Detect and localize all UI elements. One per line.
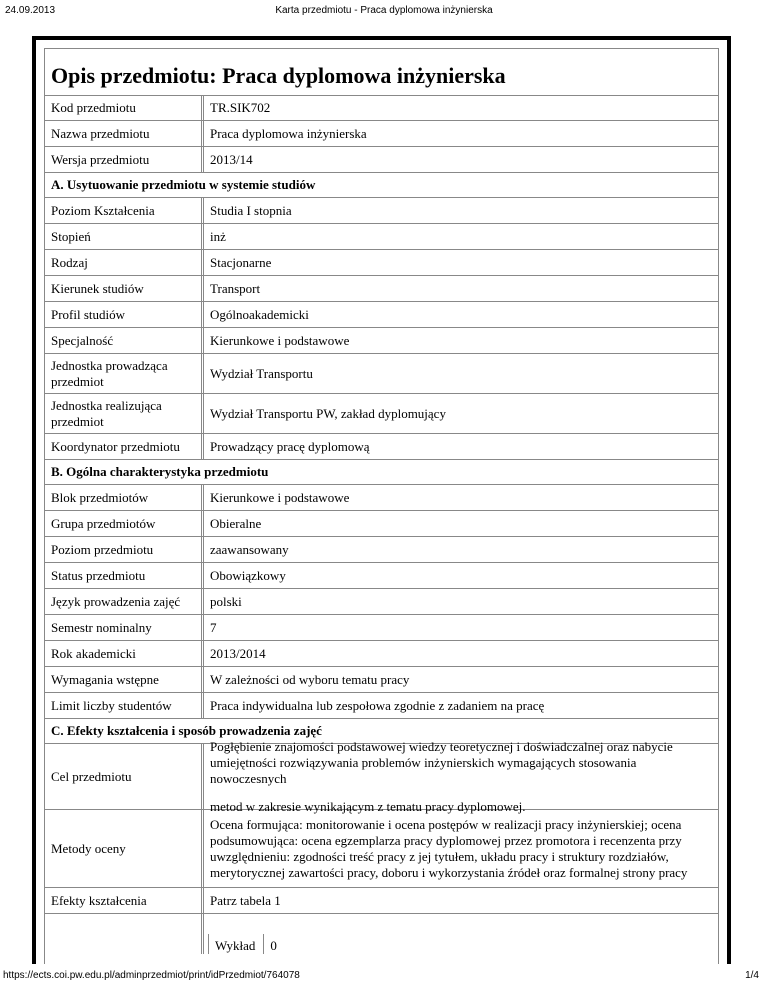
- print-url: https://ects.coi.pw.edu.pl/adminprzedmiot/print/idPrzedmiot/764078: [3, 970, 300, 981]
- row-specjalnosc: [45, 328, 718, 354]
- page-number: 1/4: [745, 970, 759, 981]
- page-title: Opis przedmiotu: Praca dyplomowa inżynierska: [51, 63, 506, 88]
- row-value: zaawansowany: [203, 537, 718, 562]
- print-header: [0, 0, 768, 22]
- row-cel: [45, 738, 718, 814]
- row-value: Patrz tabela 1: [203, 888, 718, 913]
- row-koordynator: [45, 434, 718, 460]
- row-label: Język prowadzenia zajęć: [45, 589, 202, 614]
- row-jednostka-realizujaca: [45, 394, 718, 434]
- row-label: Poziom Kształcenia: [45, 198, 202, 223]
- wyklad-label: Wykład: [208, 934, 263, 954]
- row-label: Blok przedmiotów: [45, 485, 202, 510]
- row-value: Wydział Transportu: [203, 354, 718, 393]
- cel-text-2: metod w zakresie wynikającym z tematu pracy dyplomowej.: [210, 798, 526, 814]
- row-label: Kod przedmiotu: [45, 96, 202, 120]
- row-profil: [45, 302, 718, 328]
- row-value: W zależności od wyboru tematu pracy: [203, 667, 718, 692]
- row-wersja: [45, 147, 718, 173]
- row-wymagania: [45, 667, 718, 693]
- row-label: Semestr nominalny: [45, 615, 202, 640]
- print-footer: [0, 966, 768, 986]
- cel-text-1: Pogłębienie znajomości podstawowej wiedzy teoretycznej i doświadczalnej oraz nabycie umiejętności rozwiązywania problemów inżynierskich wymagających stosowania nowoczesnych: [210, 738, 673, 786]
- section-c-title: C. Efekty kształcenia i sposób prowadzenia zajęć: [45, 719, 718, 744]
- row-value: Prowadzący pracę dyplomową: [203, 434, 718, 459]
- row-poziom-przedmiotu: [45, 537, 718, 563]
- row-value: Studia I stopnia: [203, 198, 718, 223]
- row-value: polski: [203, 589, 718, 614]
- row-label: Koordynator przedmiotu: [45, 434, 202, 459]
- row-value: 7: [203, 615, 718, 640]
- row-value: Ocena formująca: monitorowanie i ocena postępów w realizacji pracy inżynierskiej; ocena podsumowująca: ocena egzemplarza pracy dyplomowej przez promotora i recenzenta przy uwzględnieniu: zgodności treść pracy z jej tytułem, układu pracy i struktury rozdziałów, merytorycznej zawartości pracy, doboru i wykorzystania źródeł oraz formalnej strony pracy: [203, 810, 718, 887]
- row-value: 2013/14: [203, 147, 718, 172]
- row-value: Stacjonarne: [203, 250, 718, 275]
- wyklad-row: [208, 914, 285, 954]
- row-value: inż: [203, 224, 718, 249]
- row-poziom-ksztalcenia: [45, 198, 718, 224]
- row-label: Efekty kształcenia: [45, 888, 202, 913]
- row-value: Praca dyplomowa inżynierska: [203, 121, 718, 146]
- row-label: Wymagania wstępne: [45, 667, 202, 692]
- row-label: Stopień: [45, 224, 202, 249]
- section-b-title: B. Ogólna charakterystyka przedmiotu: [45, 460, 718, 485]
- row-value: Kierunkowe i podstawowe: [203, 485, 718, 510]
- row-nazwa: [45, 121, 718, 147]
- row-kod: [45, 95, 718, 121]
- print-title: Karta przedmiotu - Praca dyplomowa inżynierska: [275, 5, 493, 16]
- row-label-empty: [45, 914, 202, 954]
- row-value: [203, 914, 718, 954]
- section-a-title: A. Usytuowanie przedmiotu w systemie studiów: [45, 173, 718, 198]
- row-label: Limit liczby studentów: [45, 693, 202, 718]
- row-value: Obieralne: [203, 511, 718, 536]
- row-value: Transport: [203, 276, 718, 301]
- row-jezyk: [45, 589, 718, 615]
- wyklad-value: 0: [263, 934, 285, 954]
- row-kierunek: [45, 276, 718, 302]
- row-rodzaj: [45, 250, 718, 276]
- row-value: [203, 738, 718, 814]
- print-date: 24.09.2013: [5, 5, 56, 16]
- row-value: Praca indywidualna lub zespołowa zgodnie z zadaniem na pracę: [203, 693, 718, 718]
- row-label: Wersja przedmiotu: [45, 147, 202, 172]
- row-label: Specjalność: [45, 328, 202, 353]
- row-limit: [45, 693, 718, 719]
- row-label: Metody oceny: [45, 810, 202, 887]
- row-rok: [45, 641, 718, 667]
- row-label: Status przedmiotu: [45, 563, 202, 588]
- row-value: Kierunkowe i podstawowe: [203, 328, 718, 353]
- row-label: Kierunek studiów: [45, 276, 202, 301]
- document-frame: [32, 36, 731, 964]
- row-jednostka-prowadzaca: [45, 354, 718, 394]
- row-value: Obowiązkowy: [203, 563, 718, 588]
- row-formy-zajec: [45, 914, 718, 954]
- row-metody: [45, 810, 718, 888]
- row-label: Grupa przedmiotów: [45, 511, 202, 536]
- row-blok: [45, 485, 718, 511]
- row-efekty: [45, 888, 718, 914]
- row-label: Poziom przedmiotu: [45, 537, 202, 562]
- row-label: Rodzaj: [45, 250, 202, 275]
- row-value: Wydział Transportu PW, zakład dyplomujący: [203, 394, 718, 433]
- row-value: TR.SIK702: [203, 96, 718, 120]
- row-value: Ogólnoakademicki: [203, 302, 718, 327]
- row-stopien: [45, 224, 718, 250]
- row-label: Cel przedmiotu: [45, 744, 202, 809]
- row-grupa: [45, 511, 718, 537]
- row-label: Profil studiów: [45, 302, 202, 327]
- row-label: Rok akademicki: [45, 641, 202, 666]
- row-label: Nazwa przedmiotu: [45, 121, 202, 146]
- row-label: Jednostka realizująca przedmiot: [45, 394, 202, 433]
- row-value: 2013/2014: [203, 641, 718, 666]
- row-label: Jednostka prowadząca przedmiot: [45, 354, 202, 393]
- document-body: [44, 48, 719, 964]
- row-status: [45, 563, 718, 589]
- row-semestr: [45, 615, 718, 641]
